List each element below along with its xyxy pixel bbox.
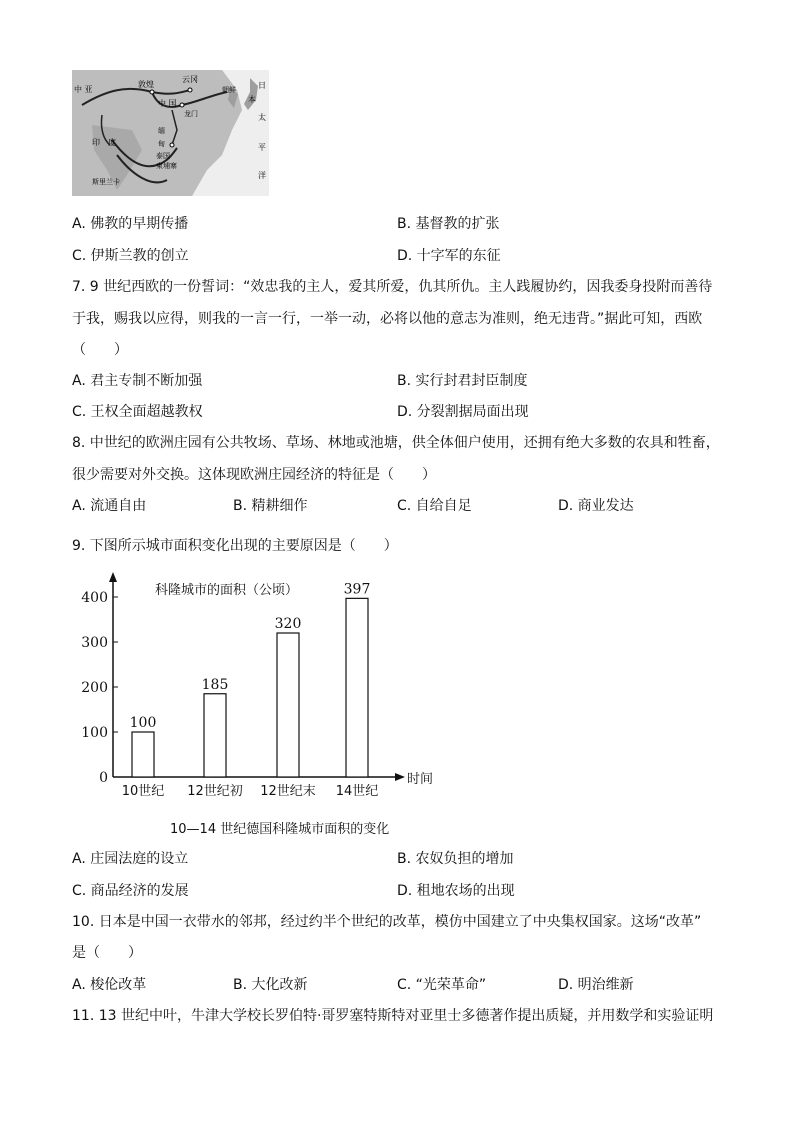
q8-option-a: A. 流通自由: [72, 498, 147, 514]
bar: [132, 732, 154, 777]
map-label: 日: [258, 81, 266, 90]
q9-stem: 9. 下图所示城市面积变化出现的主要原因是（ ）: [72, 538, 398, 554]
map-label: 泰国: [156, 152, 170, 160]
q9-option-c: C. 商品经济的发展: [72, 883, 189, 899]
map-label: 本: [248, 95, 256, 104]
q6-option-d: D. 十字军的东征: [397, 248, 501, 264]
data-label: 100: [129, 715, 157, 731]
chart-title: 科隆城市的面积（公顷）: [155, 583, 299, 598]
q10-stem-line-1: 10. 日本是中国一衣带水的邻邦，经过约半个世纪的改革，模仿中国建立了中央集权国家。这场“改革”: [72, 914, 702, 930]
map-label: 印: [92, 138, 100, 147]
q8-option-d: D. 商业发达: [558, 498, 634, 514]
buddhism-spread-map: [72, 70, 269, 196]
q8-option-c: C. 自给自足: [397, 498, 472, 514]
data-label: 397: [343, 581, 371, 598]
q7-option-d: D. 分裂割据局面出现: [397, 404, 529, 420]
q7-stem-line-1: 7. 9 世纪西欧的一份誓词：“效忠我的主人，爱其所爱，仇其所仇。主人践履协约，因我委身投附而善待: [72, 279, 713, 295]
cologne-area-bar-chart: [75, 570, 435, 802]
q10-option-a: A. 梭伦改革: [72, 977, 147, 993]
q6-option-c: C. 伊斯兰教的创立: [72, 248, 189, 264]
q10-stem-line-2: 是（ ）: [72, 945, 142, 961]
q10-option-b: B. 大化改新: [233, 977, 308, 993]
map-label: 度: [108, 138, 116, 147]
x-axis-label: 时间: [407, 772, 434, 787]
q8-stem-line-2: 很少需要对外交换。这体现欧洲庄园经济的特征是（ ）: [72, 467, 436, 483]
bar: [204, 694, 226, 777]
map-label: 敦煌: [138, 80, 154, 89]
x-tick-label: 14世纪: [335, 784, 379, 799]
map-label: 柬埔寨: [156, 162, 177, 170]
q7-option-a: A. 君主专制不断加强: [72, 373, 203, 389]
y-tick-label: 0: [99, 770, 108, 786]
q6-option-a: A. 佛教的早期传播: [72, 216, 189, 232]
map-label: 甸: [158, 140, 165, 148]
q9-option-b: B. 农奴负担的增加: [397, 851, 514, 867]
chart-caption: 10—14 世纪德国科隆城市面积的变化: [170, 822, 390, 837]
x-tick-label: 12世纪末: [260, 784, 316, 799]
q7-option-c: C. 王权全面超越教权: [72, 404, 203, 420]
q11-stem-line-1: 11. 13 世纪中叶，牛津大学校长罗伯特·哥罗塞特斯特对亚里士多德著作提出质疑，并用数学和实验证明: [72, 1008, 714, 1024]
x-tick-label: 10世纪: [121, 784, 165, 799]
q10-option-c: C. “光荣革命”: [397, 977, 487, 993]
data-label: 320: [274, 616, 302, 632]
q9-option-a: A. 庄园法庭的设立: [72, 851, 189, 867]
q7-option-b: B. 实行封君封臣制度: [397, 373, 528, 389]
x-tick-label: 12世纪初: [187, 784, 243, 799]
map-label: 平: [258, 143, 266, 152]
y-tick-label: 200: [81, 680, 108, 696]
y-tick-label: 100: [81, 725, 108, 741]
y-tick-label: 400: [81, 590, 108, 606]
q7-stem-line-3: （ ）: [72, 342, 128, 358]
map-label: 龙门: [184, 110, 198, 118]
q10-option-d: D. 明治维新: [558, 977, 634, 993]
map-label: 斯里兰卡: [92, 178, 120, 186]
map-label: 中 亚: [74, 85, 93, 94]
map-label: 太: [258, 113, 266, 122]
map-label: 洋: [258, 171, 266, 180]
data-label: 185: [201, 676, 229, 693]
map-label: 缅: [158, 127, 165, 135]
q6-option-b: B. 基督教的扩张: [397, 216, 500, 232]
y-axis-arrow: [109, 572, 117, 582]
q7-stem-line-2: 于我，赐我以应得，则我的一言一行，一举一动，必将以他的意志为准则，绝无违背。”据此可知，西欧: [72, 311, 703, 327]
map-label: 云冈: [182, 75, 198, 84]
map-label: 朝鲜: [222, 86, 236, 94]
bar: [277, 633, 299, 777]
bar: [346, 598, 368, 777]
q8-stem-line-1: 8. 中世纪的欧洲庄园有公共牧场、草场、林地或池塘，供全体佃户使用，还拥有绝大多数的农具和牲畜，: [72, 435, 720, 451]
q9-option-d: D. 租地农场的出现: [397, 883, 515, 899]
y-tick-label: 300: [81, 635, 108, 651]
x-axis-arrow: [395, 773, 405, 781]
q8-option-b: B. 精耕细作: [233, 498, 308, 514]
map-label: 中 国: [158, 99, 177, 108]
